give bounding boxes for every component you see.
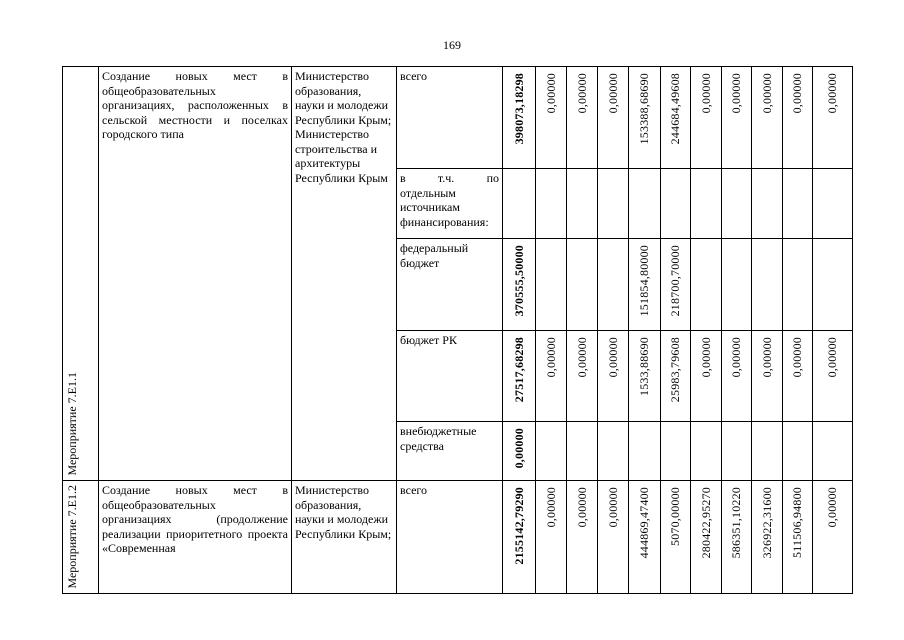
amount-cell [598,169,629,239]
amount-cell [567,481,598,594]
measure-label: Мероприятие 7.Е1.1 [65,372,79,476]
amount-cell [503,239,536,331]
amount-cell [691,481,722,594]
amount-cell [691,239,722,331]
amount-cell [691,169,722,239]
amount-value: 511506,94800 [790,487,805,558]
amount-cell [691,67,722,169]
amount-cell [722,481,752,594]
funding-source-cell: всего [397,67,503,169]
amount-cell [567,239,598,331]
amount-cell [598,422,629,481]
amount-value: 0,00000 [574,487,589,528]
amount-cell [598,67,629,169]
amount-cell [503,422,536,481]
amount-cell [503,481,536,594]
amount-cell [722,239,752,331]
amount-value: 0,00000 [605,73,620,114]
amount-cell [661,239,691,331]
amount-total: 27517,68298 [511,337,526,403]
amount-value: 586351,10220 [729,487,744,559]
amount-cell [598,239,629,331]
amount-cell [598,481,629,594]
amount-cell [752,239,783,331]
amount-cell [629,331,661,422]
funding-source-cell: бюджет РК [397,331,503,422]
amount-value: 280422,95270 [698,487,713,559]
amount-value: 0,00000 [605,487,620,528]
description-cell: Создание новых мест в общеобразовательных организациях (продолжение реализации приоритетного проекта «Современная [99,481,292,594]
amount-cell [661,481,691,594]
amount-value: 0,00000 [605,337,620,378]
amount-value: 0,00000 [790,73,805,114]
amount-value: 444869,47400 [637,487,652,559]
amount-cell [567,331,598,422]
amount-value: 0,00000 [759,337,774,378]
amount-value: 0,00000 [825,337,840,378]
amount-cell [661,331,691,422]
amount-value: 151854,80000 [637,245,652,317]
amount-cell [536,331,567,422]
amount-cell [752,331,783,422]
amount-cell [629,239,661,331]
amount-cell [503,169,536,239]
amount-value: 1533,88690 [637,337,652,396]
amount-cell [661,67,691,169]
amount-cell [813,331,853,422]
funding-source-cell: внебюджетные средства [397,422,503,481]
amount-cell [813,422,853,481]
amount-value: 0,00000 [543,73,558,114]
amount-value: 0,00000 [759,73,774,114]
amount-value: 5070,00000 [668,487,683,546]
amount-value: 0,00000 [543,337,558,378]
table-row [63,67,853,169]
budget-table [62,66,853,594]
amount-cell [813,169,853,239]
amount-cell [629,422,661,481]
amount-cell [629,67,661,169]
amount-value: 0,00000 [543,487,558,528]
measure-cell [63,67,99,481]
amount-cell [567,422,598,481]
amount-cell [783,169,813,239]
amount-value: 0,00000 [825,487,840,528]
amount-cell [567,67,598,169]
amount-value: 218700,70000 [668,245,683,317]
amount-total: 370555,50000 [511,245,526,317]
amount-cell [722,67,752,169]
amount-cell [503,331,536,422]
amount-cell [503,67,536,169]
funding-source-cell: федеральный бюджет [397,239,503,331]
amount-cell [536,169,567,239]
amount-cell [752,67,783,169]
amount-total: 0,00000 [511,428,526,469]
amount-value: 153388,68690 [637,73,652,145]
amount-cell [691,331,722,422]
amount-value: 25983,79608 [668,337,683,403]
amount-cell [691,422,722,481]
measure-cell [63,481,99,594]
amount-value: 0,00000 [729,337,744,378]
funding-source-cell: в т.ч. по отдельным источникам финансирования: [397,169,503,239]
amount-total: 2155142,79290 [511,487,526,565]
amount-value: 0,00000 [790,337,805,378]
amount-value: 0,00000 [825,73,840,114]
amount-cell [629,169,661,239]
amount-value: 0,00000 [729,73,744,114]
page-number: 169 [443,38,461,52]
amount-total: 398073,18298 [511,73,526,145]
amount-value: 244684,49608 [668,73,683,145]
amount-cell [722,169,752,239]
amount-cell [783,331,813,422]
amount-cell [752,422,783,481]
amount-cell [536,67,567,169]
amount-cell [722,331,752,422]
description-cell: Создание новых мест в общеобразовательных организациях, расположенных в сельской местности и поселках городского типа [99,67,292,481]
amount-cell [813,67,853,169]
amount-cell [813,239,853,331]
responsible-cell: Министерство образования, науки и молодежи Республики Крым; [292,481,397,594]
responsible-cell: Министерство образования, науки и молодежи Республики Крым; Министерство строительства и архитектуры Республики Крым [292,67,397,481]
amount-value: 0,00000 [574,73,589,114]
amount-cell [783,67,813,169]
measure-label: Мероприятие 7.Е1.2 [65,485,79,589]
amount-value: 326922,31600 [759,487,774,559]
amount-value: 0,00000 [698,73,713,114]
amount-cell [783,481,813,594]
amount-cell [752,169,783,239]
amount-cell [629,481,661,594]
amount-value: 0,00000 [574,337,589,378]
amount-cell [536,422,567,481]
table-row [63,481,853,594]
amount-value: 0,00000 [698,337,713,378]
amount-cell [536,481,567,594]
amount-cell [783,239,813,331]
amount-cell [813,481,853,594]
amount-cell [722,422,752,481]
amount-cell [661,169,691,239]
amount-cell [783,422,813,481]
amount-cell [752,481,783,594]
amount-cell [661,422,691,481]
amount-cell [598,331,629,422]
amount-cell [567,169,598,239]
amount-cell [536,239,567,331]
funding-source-cell: всего [397,481,503,594]
